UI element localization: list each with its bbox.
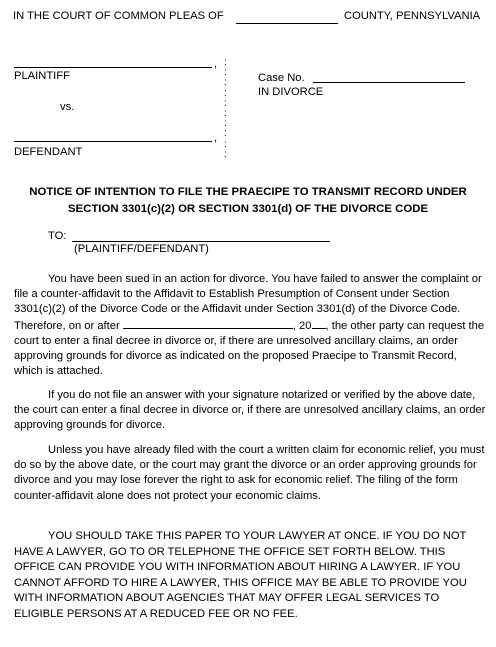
case-no-blank[interactable] bbox=[313, 82, 465, 83]
defendant-comma: , bbox=[214, 132, 218, 144]
plaintiff-label: PLAINTIFF bbox=[14, 70, 70, 82]
recipient-type-label: (PLAINTIFF/DEFENDANT) bbox=[74, 243, 209, 255]
year-blank[interactable] bbox=[312, 318, 326, 329]
plaintiff-comma: , bbox=[214, 58, 218, 70]
paragraph-2-text: If you do not file an answer with your signature notarized or verified by the above date, the court can enter a final decree in divorce or, if there are unresolved ancillary claims, an order approving grounds for divorce. bbox=[14, 389, 486, 432]
recipient-name-blank[interactable] bbox=[72, 241, 330, 242]
paragraph-notice-of-suit bbox=[14, 272, 486, 379]
paragraph-economic-relief bbox=[14, 443, 486, 504]
versus-label: vs. bbox=[60, 101, 75, 113]
paragraph-1-text-c: , the other party can request the court to enter a final decree in divorce or, if there are unresolved ancillary claims, an order approving grounds for divorce as indicated on the proposed Praecipe to Transmit Record, which is attached. bbox=[14, 319, 485, 378]
date-blank[interactable] bbox=[123, 318, 293, 329]
case-no-label: Case No. bbox=[258, 72, 305, 84]
paragraph-1-text-a: You have been sued in an action for divorce. You have failed to answer the complaint or file a counter-affidavit to the Affidavit to Establish Presumption of Consent under Section 3301(c)(2) of the Divorce Code or the Affidavit under Section 3301(d) of the Divorce Code. Therefore, on or after bbox=[14, 273, 482, 332]
county-blank[interactable] bbox=[236, 23, 338, 24]
in-divorce-label: IN DIVORCE bbox=[258, 86, 324, 98]
paragraph-answer-deadline bbox=[14, 388, 486, 434]
defendant-label: DEFENDANT bbox=[14, 146, 83, 158]
notice-title-line-2: SECTION 3301(c)(2) OR SECTION 3301(d) OF THE DIVORCE CODE bbox=[67, 203, 429, 215]
plaintiff-name-blank[interactable] bbox=[14, 67, 212, 68]
paragraph-1-text-b: , 20 bbox=[292, 319, 312, 332]
court-heading-suffix: COUNTY, PENNSYLVANIA bbox=[344, 10, 481, 22]
to-label: TO: bbox=[48, 230, 67, 242]
notice-title-line-1: NOTICE OF INTENTION TO FILE THE PRAECIPE TO TRANSMIT RECORD UNDER bbox=[29, 186, 467, 198]
paragraph-4-text: YOU SHOULD TAKE THIS PAPER TO YOUR LAWYER AT ONCE. IF YOU DO NOT HAVE A LAWYER, GO TO OR TELEPHONE THE OFFICE SET FORTH BELOW. THIS OFFICE CAN PROVIDE YOU WITH INFORMATION ABOUT HIRING A LAWYER. IF YOU CANNOT AFFORD TO HIRE A LAWYER, THIS OFFICE MAY BE ABLE TO PROVIDE YOU WITH INFORMATION ABOUT AGENCIES THAT MAY OFFER LEGAL SERVICES TO ELIGIBLE PERSONS AT A REDUCED FEE OR NO FEE. bbox=[14, 530, 467, 620]
paragraph-3-text: Unless you have already filed with the court a written claim for economic relief, you must do so by the above date, or the court may grant the divorce or an order approving grounds for divorce and you may lose forever the right to ask for economic relief. The filing of the form counter-affidavit alone does not protect your economic claims. bbox=[14, 444, 485, 502]
caption-colon-column: : : : : : : : : : : bbox=[224, 57, 227, 160]
defendant-name-blank[interactable] bbox=[14, 141, 212, 142]
paragraph-lawyer-notice bbox=[14, 529, 486, 623]
court-heading-prefix: IN THE COURT OF COMMON PLEAS OF bbox=[13, 10, 224, 22]
